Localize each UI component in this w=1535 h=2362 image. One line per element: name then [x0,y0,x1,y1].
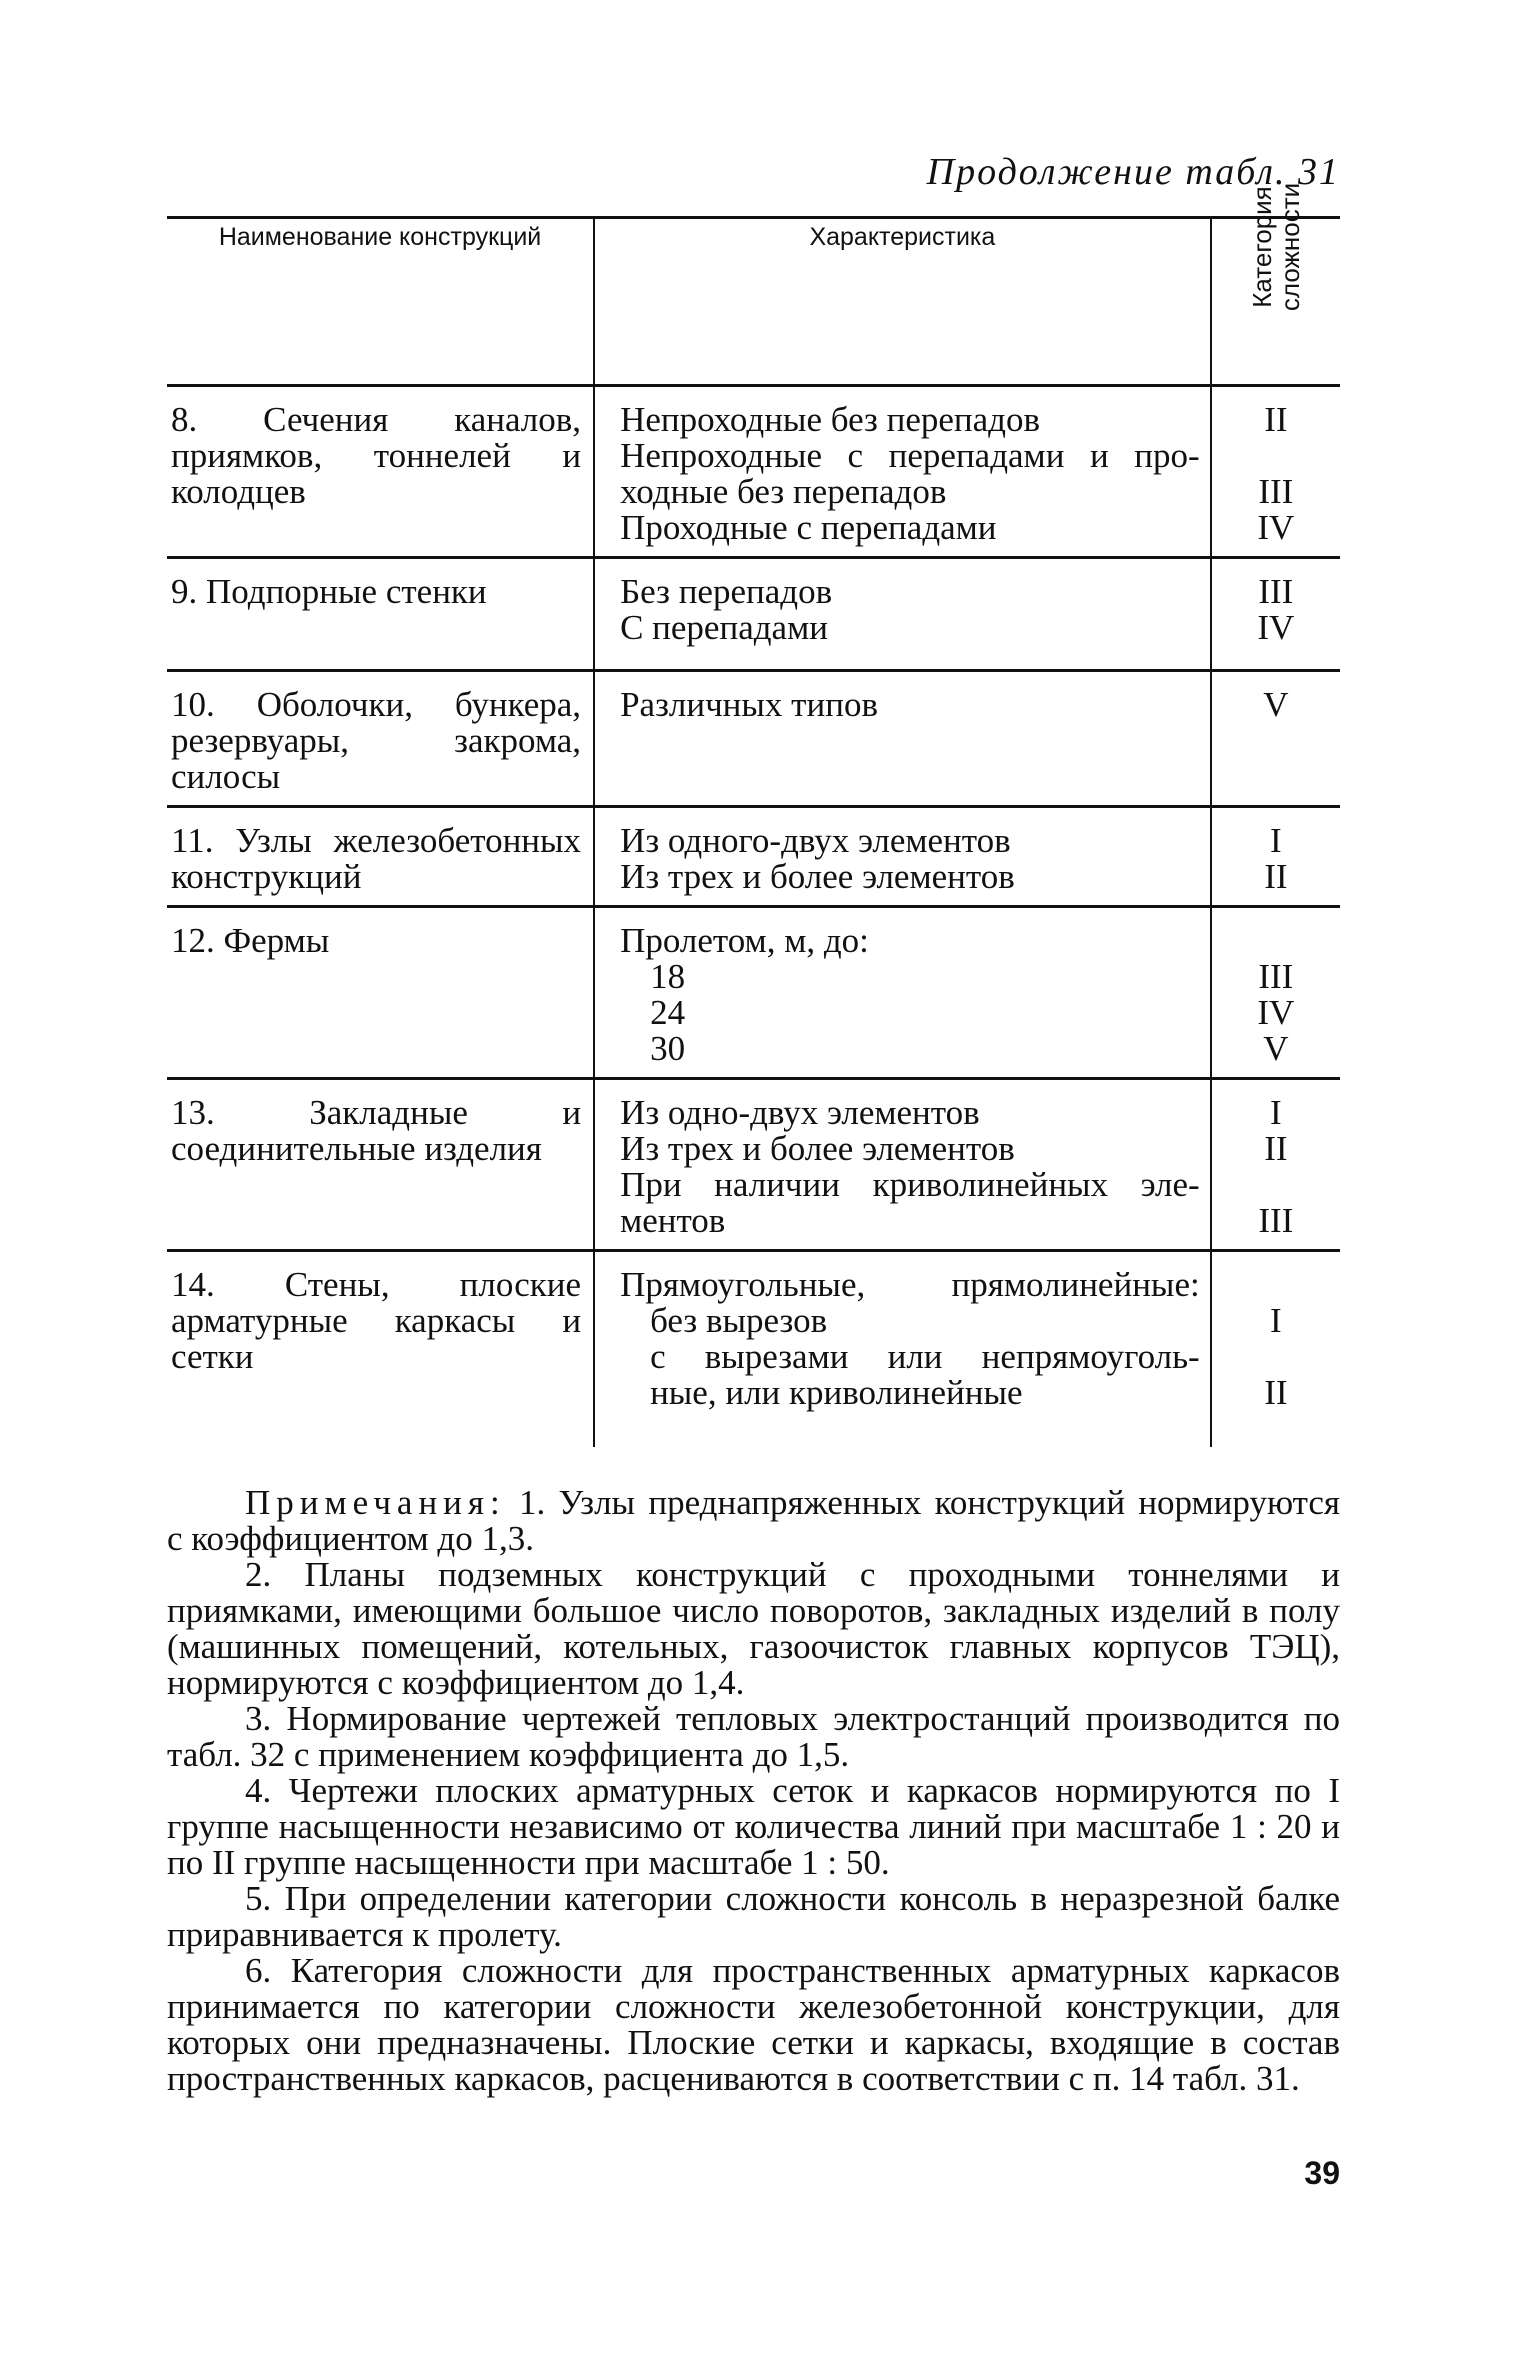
category-value: V [1263,1029,1289,1068]
char-line: При наличии криволинейных эле- [620,1165,1200,1204]
note-item [167,1485,1340,1557]
category-value: I [1270,821,1282,860]
category-value: II [1264,1129,1288,1168]
header-category-line1: Категория [1246,186,1277,308]
category-value: III [1258,1201,1294,1240]
table-row [167,1251,1340,1448]
char-line: Проходные с перепадами [620,508,997,547]
category-value: II [1264,1373,1288,1412]
row-categories [1211,907,1340,1079]
char-line: Непроходные без перепадов [620,400,1041,439]
category-value [1212,438,1340,474]
row-characteristics [594,807,1211,907]
category-value [1212,1339,1340,1375]
category-value: III [1258,572,1294,611]
char-line: ментов [620,1201,726,1240]
notes-title: Примечания: [245,1483,506,1522]
row-characteristics [594,558,1211,671]
char-line: с вырезами или непрямоуголь- [650,1337,1200,1376]
row-name: 9. Подпорные стенки [167,558,594,671]
row-name: 13. Закладные и соединительные изделия [167,1079,594,1251]
row-categories [1211,671,1340,807]
char-line: С перепадами [620,608,828,647]
notes-section [167,1485,1340,2097]
header-category [1211,182,1340,386]
char-line: Пролетом, м, до: [620,921,869,960]
row-categories [1211,1251,1340,1448]
char-line: Без перепадов [620,572,833,611]
row-categories [1211,386,1340,558]
char-line: 30 [650,1029,686,1068]
char-line: Из трех и более элементов [620,1129,1015,1168]
page-number: 39 [1304,2155,1340,2191]
table-row [167,1079,1340,1251]
row-name: 12. Фермы [167,907,594,1079]
header-category-line2: сложности [1274,182,1305,312]
char-line: Различных типов [620,685,878,724]
row-name: 14. Стены, плоские арматурные каркасы и сетки [167,1251,594,1448]
category-value: III [1258,957,1294,996]
category-value [1212,1267,1340,1303]
note-item: 2. Планы подземных конструкций с проходными тоннелями и приямками, имеющими большое число поворотов, закладных изделий в полу (машинных помещений, котельных, газоочисток главных корпусов ТЭЦ), нормируются с коэффициентом до 1,4. [167,1555,1340,1702]
header-name: Наименование конструкций [167,218,594,386]
category-value [1212,1167,1340,1203]
note-item: 6. Категория сложности для пространственных арматурных каркасов принимается по категории сложности железобетонной конструкции, для которых они предназначены. Плоские сетки и каркасы, входящие в состав пространственных каркасов, расцениваются в соответствии с п. 14 табл. 31. [167,1951,1340,2098]
char-line: ходные без перепадов [620,472,947,511]
table-row [167,386,1340,558]
char-line: Из трех и более элементов [620,857,1015,896]
note-item: 4. Чертежи плоских арматурных сеток и каркасов нормируются по I группе насыщенности независимо от количества линий при масштабе 1 : 20 и по II группе насыщенности при масштабе 1 : 50. [167,1771,1340,1882]
table-row [167,558,1340,671]
char-line: ные, или криволинейные [650,1373,1023,1412]
char-line: без вырезов [650,1301,828,1340]
table-header-row [167,218,1340,386]
row-name: 11. Узлы железобетонных конструкций [167,807,594,907]
header-characteristic: Характеристика [594,218,1211,386]
category-value: IV [1257,993,1295,1032]
category-value: V [1263,685,1289,724]
char-line: Прямоугольные, прямолинейные: [620,1265,1200,1304]
category-value: III [1258,472,1294,511]
row-categories [1211,558,1340,671]
row-characteristics [594,386,1211,558]
category-value: I [1270,1301,1282,1340]
category-value [1212,923,1340,959]
row-categories [1211,1079,1340,1251]
char-line: Из одно-двух элементов [620,1093,980,1132]
char-line: 18 [650,957,686,996]
char-line: Непроходные с перепадами и про- [620,436,1200,475]
note-text: 1. Узлы преднапряженных конструкций нормируются с коэффициентом до 1,3. [167,1483,1340,1558]
row-name: 8. Сечения каналов, приямков, тоннелей и колодцев [167,386,594,558]
category-value: IV [1257,508,1295,547]
complexity-table [167,182,1340,1447]
row-characteristics [594,907,1211,1079]
row-categories [1211,807,1340,907]
category-value: I [1270,1093,1282,1132]
note-item: 3. Нормирование чертежей тепловых электростанций производится по табл. 32 с применением коэффициента до 1,5. [167,1699,1340,1774]
table-continuation-caption: Продолжение табл. 31 [926,151,1340,193]
row-characteristics [594,1079,1211,1251]
row-name: 10. Оболочки, бункера, резервуары, закрома, силосы [167,671,594,807]
table-row [167,907,1340,1079]
char-line: 24 [650,993,686,1032]
category-value: IV [1257,608,1295,647]
row-characteristics [594,1251,1211,1448]
table-row [167,671,1340,807]
char-line: Из одного-двух элементов [620,821,1011,860]
category-value: II [1264,857,1288,896]
table-row [167,807,1340,907]
category-value: II [1264,400,1288,439]
note-item: 5. При определении категории сложности консоль в неразрезной балке приравнивается к пролету. [167,1879,1340,1954]
row-characteristics [594,671,1211,807]
